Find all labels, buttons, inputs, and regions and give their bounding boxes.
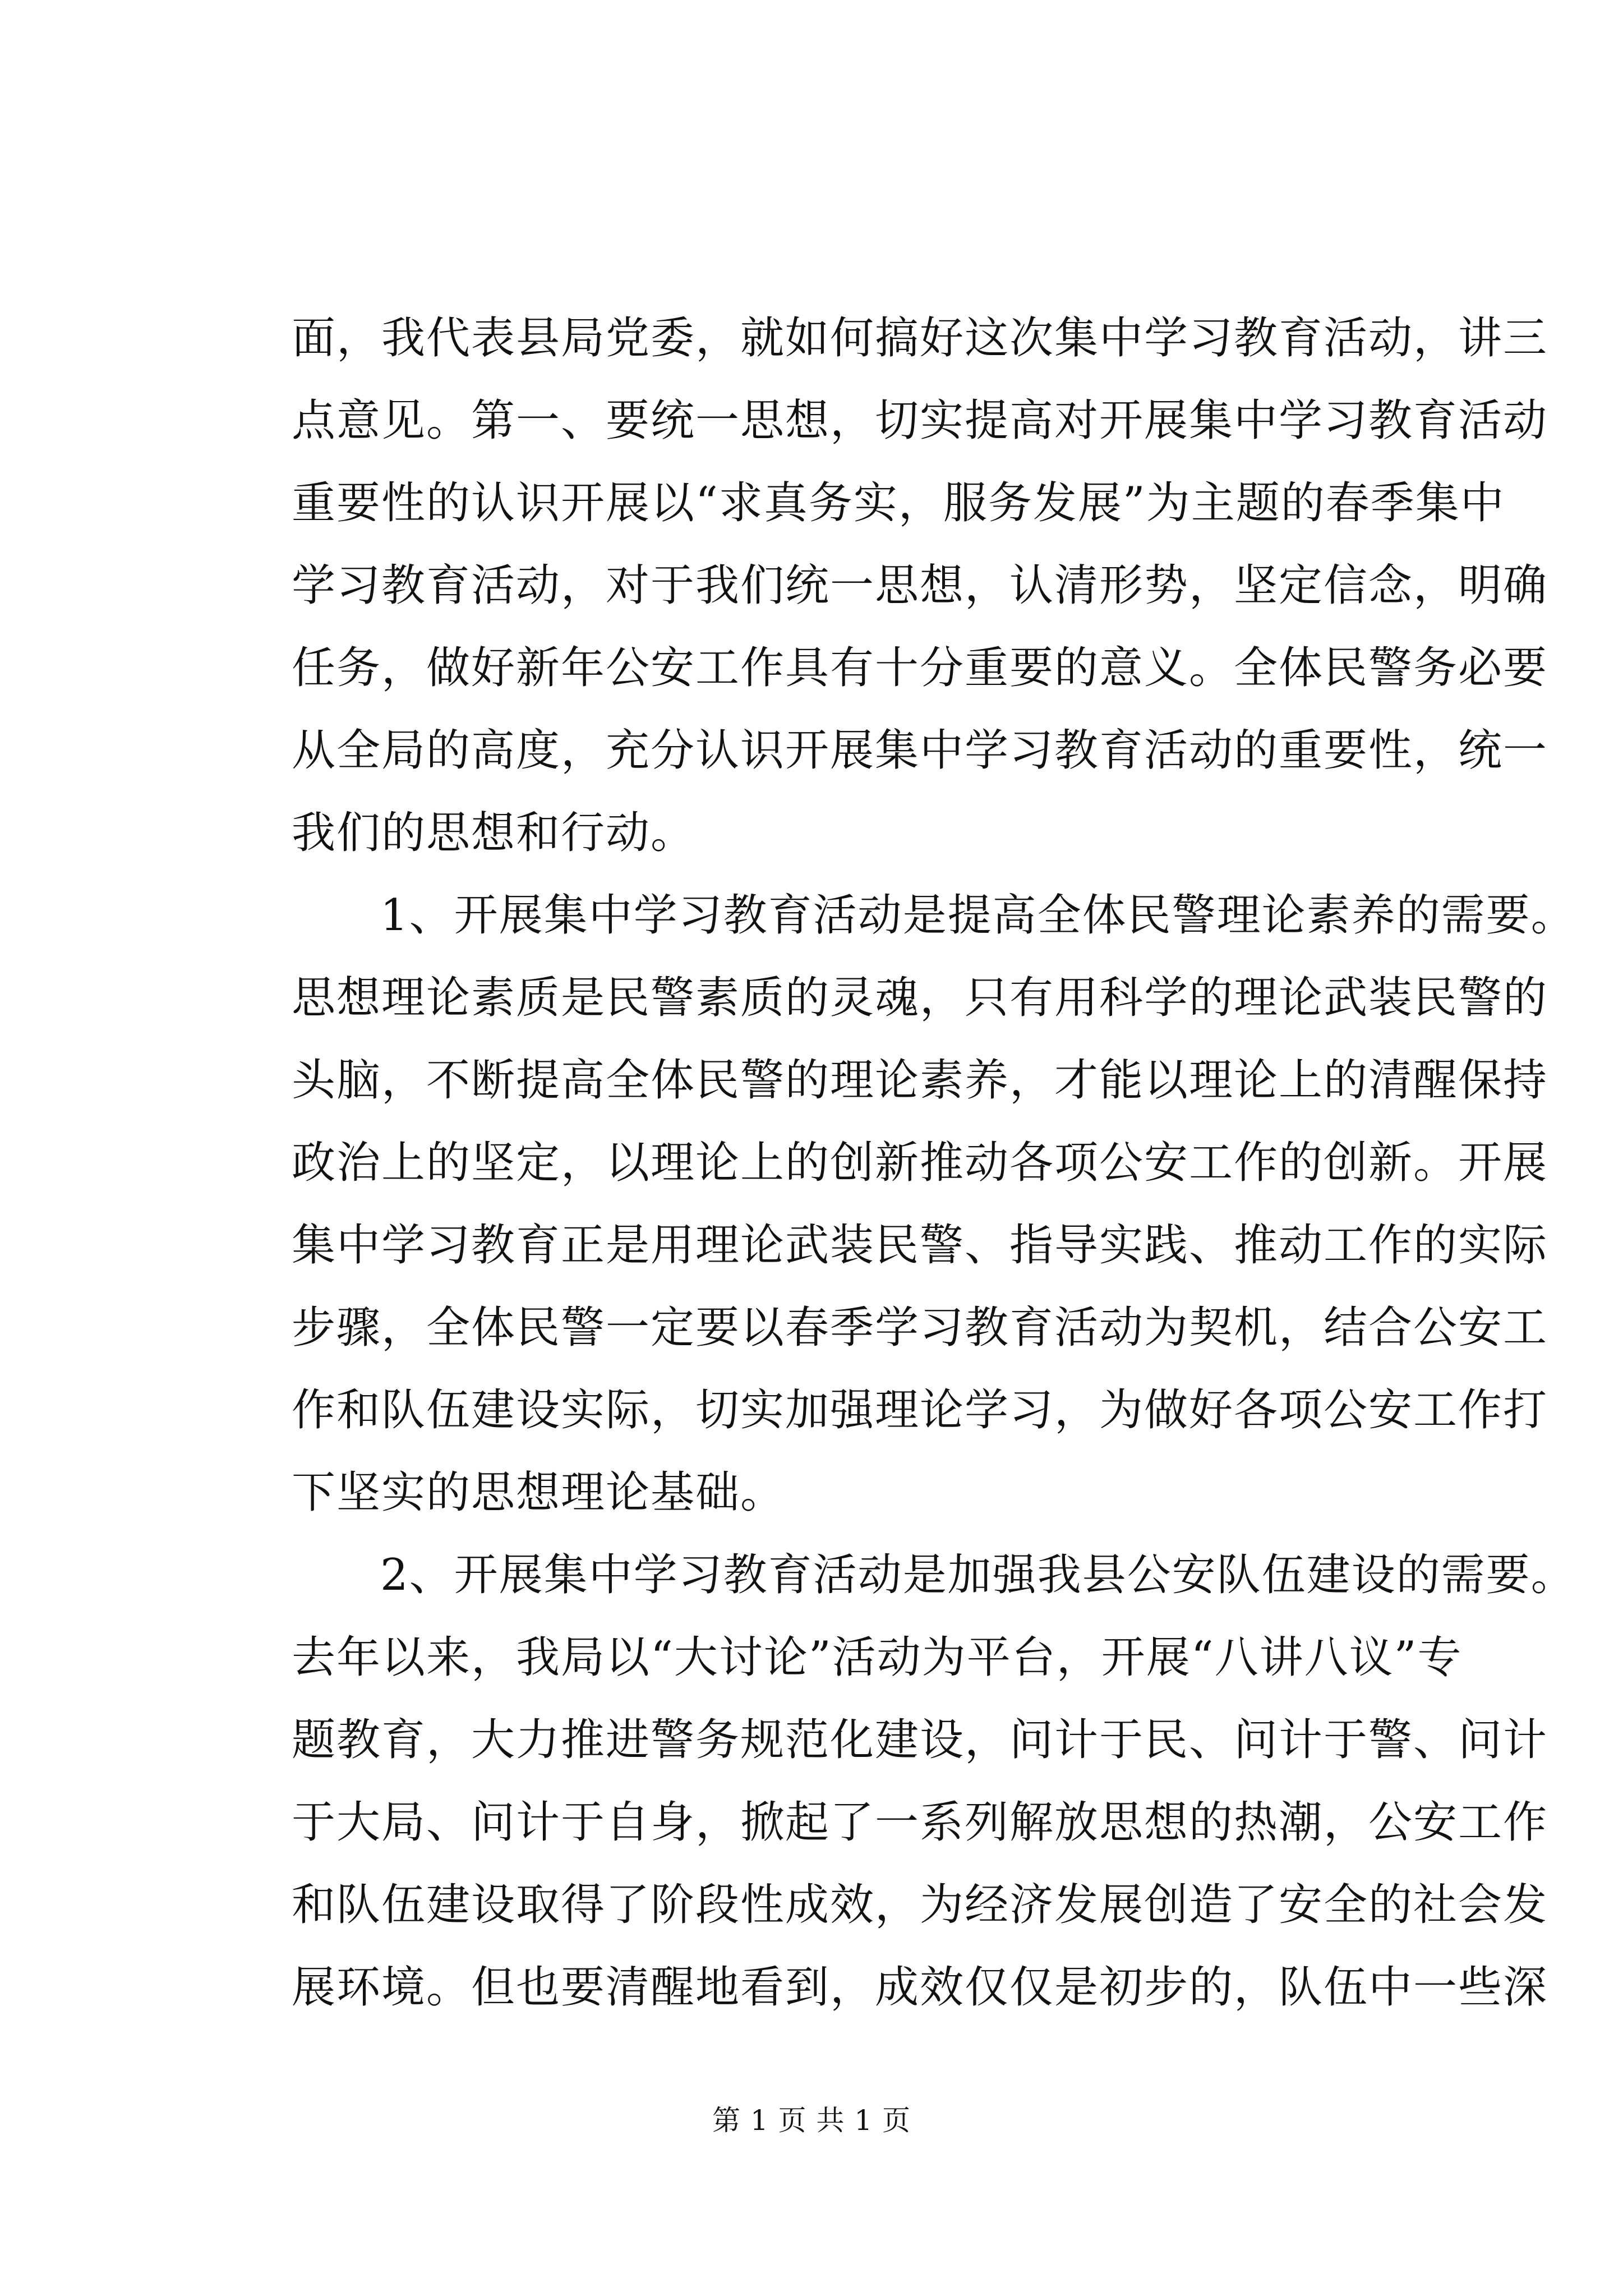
text-line: 面，我代表县局党委，就如何搞好这次集中学习教育活动，讲三 [292,313,1548,364]
text-line: 重要性的认识开展以“求真务实，服务发展”为主题的春季集中 [292,478,1505,528]
text-line: 1、开展集中学习教育活动是提高全体民警理论素养的需要。 [380,890,1576,941]
text-line: 于大局、问计于自身，掀起了一系列解放思想的热潮，公安工作 [292,1797,1548,1848]
text-line: 展环境。但也要清醒地看到，成效仅仅是初步的，队伍中一些深 [292,1962,1548,2013]
text-line: 政治上的坚定，以理论上的创新推动各项公安工作的创新。开展 [292,1138,1548,1188]
text-line: 2、开展集中学习教育活动是加强我县公安队伍建设的需要。 [380,1550,1576,1600]
text-line: 集中学习教育正是用理论武装民警、指导实践、推动工作的实际 [292,1220,1548,1271]
text-line: 去年以来，我局以“大讨论”活动为平台，开展“八讲八议”专 [292,1632,1463,1683]
paragraph-2 [292,875,1576,1534]
page-number: 第 1 页 共 1 页 [712,2104,911,2137]
text-line: 学习教育活动，对于我们统一思想，认清形势，坚定信念，明确 [292,560,1548,611]
text-line: 从全局的高度，充分认识开展集中学习教育活动的重要性，统一 [292,725,1548,776]
text-line: 作和队伍建设实际，切实加强理论学习，为做好各项公安工作打 [292,1385,1548,1435]
document-body [292,297,1576,2029]
paragraph-1 [292,297,1548,875]
text-line: 思想理论素质是民警素质的灵魂，只有用科学的理论武装民警的 [292,973,1548,1023]
paragraph-3 [292,1534,1576,2029]
text-line: 下坚实的思想理论基础。 [292,1467,786,1518]
text-line: 点意见。第一、要统一思想，切实提高对开展集中学习教育活动 [292,395,1548,446]
text-line: 任务，做好新年公安工作具有十分重要的意义。全体民警务必要 [292,643,1548,693]
text-line: 头脑，不断提高全体民警的理论素养，才能以理论上的清醒保持 [292,1055,1548,1106]
text-line: 我们的思想和行动。 [292,808,696,858]
text-line: 题教育，大力推进警务规范化建设，问计于民、问计于警、问计 [292,1715,1548,1765]
page-footer [0,2101,1623,2140]
text-line: 步骤，全体民警一定要以春季学习教育活动为契机，结合公安工 [292,1303,1548,1353]
text-line: 和队伍建设取得了阶段性成效，为经济发展创造了安全的社会发 [292,1880,1548,1930]
